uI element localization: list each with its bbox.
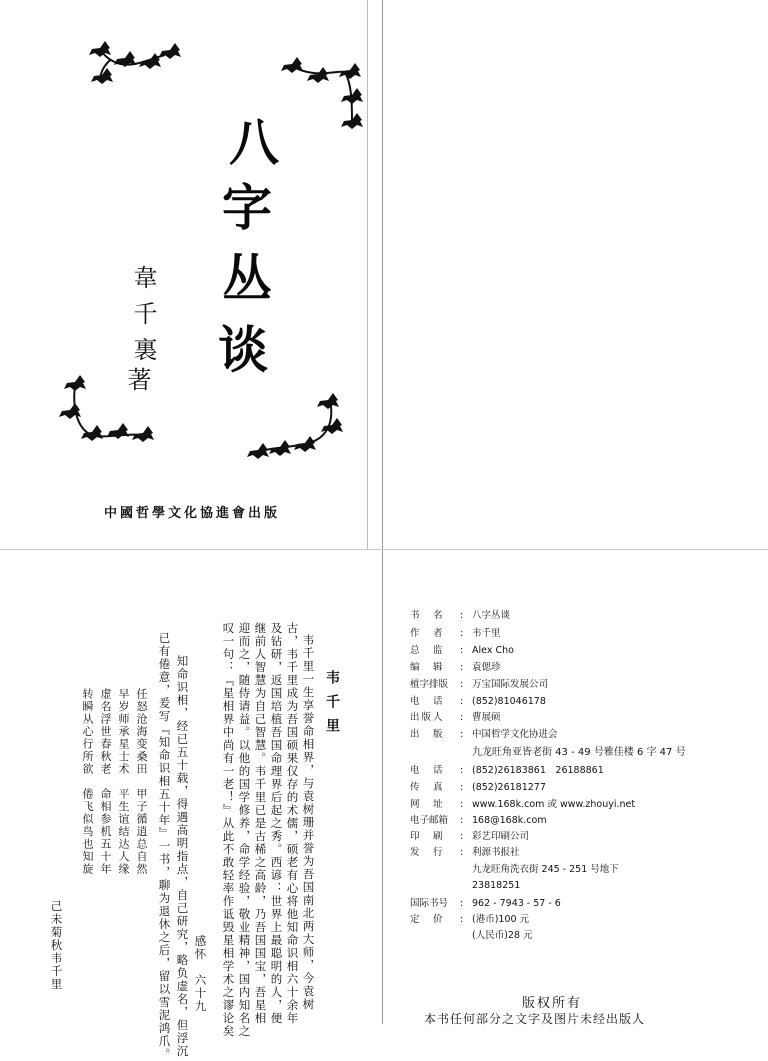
colophon-row: 印 刷 : 彩艺印刷公司	[410, 831, 530, 842]
colophon-row: 电 话 : (852)81046178	[410, 696, 546, 707]
preface-column-3: 及钻研，返国培植吾国命理界后起之秀。西谚：世界上最聪明的人，便	[269, 622, 284, 1025]
colophon-value: 袁偲珍	[472, 662, 501, 673]
colophon-label: 国际书号	[410, 898, 449, 909]
colophon-value: (852)26181277	[472, 782, 546, 793]
colophon-value: 彩艺印刷公司	[472, 831, 530, 842]
colophon-value: 韦千里	[472, 628, 501, 639]
preface-column-4: 继前人智慧为自己智慧。韦千里已是古稀之高龄，乃吾国国宝，吾星相	[253, 622, 268, 1025]
colophon-value: Alex Cho	[472, 645, 514, 656]
cover-title-char-1: 八	[229, 113, 279, 172]
preface-column-2: 古，韦千里成为吾国硕果仅存的术儒，硕老有心将他知命识相六十余年	[285, 622, 300, 1025]
colophon-row: 作 者 : 韦千里	[410, 628, 501, 639]
colophon-row: 电 话 : (852)26183861 26188861	[410, 765, 604, 776]
cover-title-char-4: 谈	[218, 320, 268, 379]
colophon-value: 中国哲学文化协进会	[472, 729, 558, 740]
colophon-address-1: 九龙旺角亚皆老街 43 - 49 号雅佳楼 6 字 47 号	[472, 747, 686, 758]
cover-author-suffix: 著	[123, 367, 151, 403]
page-fold-vertical	[382, 0, 383, 1024]
preface-column-5: 迎而之，随侍请益。以他的国学修养，命学经验，敬业精神，国内知名之	[237, 622, 252, 1038]
colophon-label: 编 辑	[410, 662, 445, 673]
colophon-value: 利源书报社	[472, 847, 520, 858]
poem-line-1: 任怒沧海变桑田 甲子循逍总自然	[135, 688, 148, 876]
colophon-value: (852)26183861 26188861	[472, 765, 604, 776]
colophon-row: 电子邮箱 : 168@168k.com	[410, 815, 547, 826]
colophon-phone-2: 23818251	[472, 880, 521, 891]
colophon-row: 总 监 : Alex Cho	[410, 645, 514, 656]
preface-body-column-2: 已有倦意，爰写『知命识相五十年』一书，聊为退休之后，留以雪泥鸿爪。	[157, 632, 172, 1061]
preface-column-6: 叹一句：『星相界中尚有一老！』从此不敢轻率作诋毁星相学术之谬论矣	[221, 622, 236, 1038]
colophon-label: 发 行	[410, 847, 445, 858]
colophon-row: 定 价 : (港币)100 元	[410, 914, 530, 925]
colophon-value: (852)81046178	[472, 696, 546, 707]
preface-body-column-1: 知命识相，经已五十载，得遇高明指点，自己研究，略负虚名，但浮沉	[175, 655, 190, 1058]
colophon-row: 传 真 : (852)26181277	[410, 782, 546, 793]
colophon-row: 国际书号 : 962 - 7943 - 57 - 6	[410, 898, 561, 909]
preface-title: 韦千里	[324, 670, 340, 742]
cover-ornaments	[0, 0, 380, 500]
colophon-label: 传 真	[410, 782, 445, 793]
colophon-label: 书 名	[410, 610, 445, 621]
colophon-label: 网 址	[410, 799, 445, 810]
cover-title-char-3: 丛	[222, 249, 272, 308]
colophon-row: 发 行 : 利源书报社	[410, 847, 520, 858]
colophon-row: 出版人 : 曹展硕	[410, 712, 501, 723]
page-fold-horizontal	[0, 549, 768, 550]
colophon-address-2: 九龙旺角洗衣街 245 - 251 号地下	[472, 864, 619, 875]
colophon-value: 八字丛谈	[472, 610, 511, 621]
colophon-label: 定 价	[410, 914, 445, 925]
colophon-price-rmb: (人民币)28 元	[472, 930, 533, 941]
colophon-value: 万宝国际发展公司	[472, 679, 549, 690]
rights-text: 本书任何部分之文字及图片未经出版人	[424, 1012, 646, 1026]
colophon-label: 印 刷	[410, 831, 445, 842]
poem-line-3: 虚名浮世春秋老 命相参机五十年	[99, 688, 112, 876]
preface-column-1: 韦千里一生享誉命相界，与袁树珊并誉为吾国南北两大师，今袁树	[301, 634, 316, 1011]
colophon-row: 网 址 : www.168k.com 或 www.zhouyi.net	[410, 799, 636, 810]
colophon-row: 出 版 : 中国哲学文化协进会	[410, 729, 558, 740]
colophon-row: 编 辑 : 袁偲珍	[410, 662, 501, 673]
cover-author: 韋千裏	[129, 265, 157, 373]
colophon-value: 962 - 7943 - 57 - 6	[472, 898, 561, 909]
rights-title: 版权所有	[522, 996, 583, 1011]
colophon-label: 总 监	[410, 645, 445, 656]
colophon-label: 出版人	[410, 712, 445, 723]
colophon-value: 曹展硕	[472, 712, 501, 723]
cover-publisher: 中國哲學文化協進會出版	[104, 506, 281, 521]
cover-title-char-2: 字	[222, 178, 272, 237]
poem-line-2: 早岁师承星士术 平生谊结达人缘	[117, 688, 130, 876]
preface-date: 己未菊秋韦千里	[49, 900, 64, 991]
poem-line-4: 转瞬从心行所欲 倦飞似鸟也知旋	[81, 688, 94, 876]
colophon-value: 168@168k.com	[472, 815, 547, 826]
colophon-label: 电 话	[410, 765, 445, 776]
colophon-row: 书 名 : 八字丛谈	[410, 610, 511, 621]
ornament-top-left	[89, 41, 181, 84]
ornament-bottom-right	[247, 393, 343, 459]
ornament-top-right	[281, 57, 363, 129]
colophon-label: 电子邮箱	[410, 815, 449, 826]
preface-signature: 感怀 六十九	[193, 935, 208, 1013]
colophon-label: 植字排版	[410, 679, 449, 690]
colophon-label: 电 话	[410, 696, 445, 707]
colophon-value: www.168k.com 或 www.zhouyi.net	[472, 799, 636, 810]
colophon-label: 出 版	[410, 729, 445, 740]
colophon-label: 作 者	[410, 628, 445, 639]
colophon-row: 植字排版 : 万宝国际发展公司	[410, 679, 549, 690]
colophon-value: (港币)100 元	[472, 914, 530, 925]
